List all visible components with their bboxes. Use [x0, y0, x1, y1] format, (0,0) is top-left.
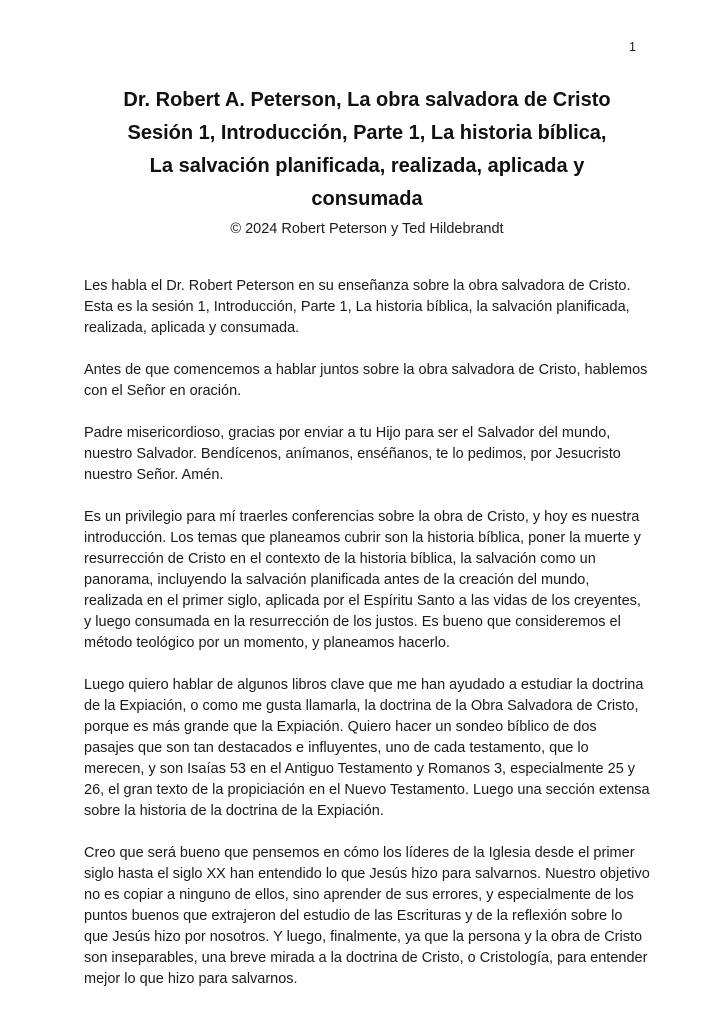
title-line-3: La salvación planificada, realizada, aplicada y: [149, 155, 585, 177]
paragraph-intro: Les habla el Dr. Robert Peterson en su enseñanza sobre la obra salvadora de Cristo. Esta es la sesión 1, Introducción, Parte 1, La historia bíblica, la salvación planificada, realizada, aplicada y consumada.: [84, 278, 631, 336]
document-title: [84, 84, 650, 216]
copyright-line: © 2024 Robert Peterson y Ted Hildebrandt: [230, 221, 504, 237]
paragraph-overview: Es un privilegio para mí traerles conferencias sobre la obra de Cristo, y hoy es nuestra introducción. Los temas que planeamos cubrir son la historia bíblica, poner la muerte y resurrección de Cristo en el contexto de la historia bíblica, la salvación como un panorama, incluyendo la salvación planificada antes de la creación del mundo, realizada en el primer siglo, aplicada por el Espíritu Santo a las vidas de los creyentes, y luego consumada en la resurrección de los justos. Es bueno que consideremos el método teológico por un momento, y planeamos hacerlo.: [84, 509, 641, 651]
paragraph-church-history: Creo que será bueno que pensemos en cómo los líderes de la Iglesia desde el primer siglo hasta el siglo XX han entendido lo que Jesús hizo para salvarnos. Nuestro objetivo no es copiar a ninguno de ellos, sino aprender de sus errores, y especialmente de los puntos buenos que extrajeron del estudio de las Escrituras y de la reflexión sobre lo que Jesús hizo por nosotros. Y luego, finalmente, ya que la persona y la obra de Cristo son inseparables, una breve mirada a la doctrina de Cristo, o Cristología, para entender mejor lo que hizo para salvarnos.: [84, 845, 650, 987]
title-line-1: Dr. Robert A. Peterson, La obra salvadora de Cristo: [123, 89, 611, 111]
document-body: [84, 276, 650, 990]
title-line-2: Sesión 1, Introducción, Parte 1, La historia bíblica,: [127, 122, 607, 144]
paragraph-prayer: Padre misericordioso, gracias por enviar a tu Hijo para ser el Salvador del mundo, nuestro Salvador. Bendícenos, anímanos, enséñanos, te lo pedimos, por Jesucristo nuestro Señor. Amén.: [84, 425, 621, 483]
title-line-4: consumada: [311, 188, 423, 210]
page-number: 1: [629, 40, 636, 54]
paragraph-books-and-passages: Luego quiero hablar de algunos libros clave que me han ayudado a estudiar la doctrina de la Expiación, o como me gusta llamarla, la doctrina de la Obra Salvadora de Cristo, porque es más grande que la Expiación. Quiero hacer un sondeo bíblico de dos pasajes que son tan destacados e influyentes, uno de cada testamento, que lo merecen, y son Isaías 53 en el Antiguo Testamento y Romanos 3, especialmente 25 y 26, el gran texto de la propiciación en el Nuevo Testamento. Luego una sección extensa sobre la historia de la doctrina de la Expiación.: [84, 677, 650, 819]
paragraph-prayer-invitation: Antes de que comencemos a hablar juntos sobre la obra salvadora de Cristo, hablemos con el Señor en oración.: [84, 362, 648, 399]
